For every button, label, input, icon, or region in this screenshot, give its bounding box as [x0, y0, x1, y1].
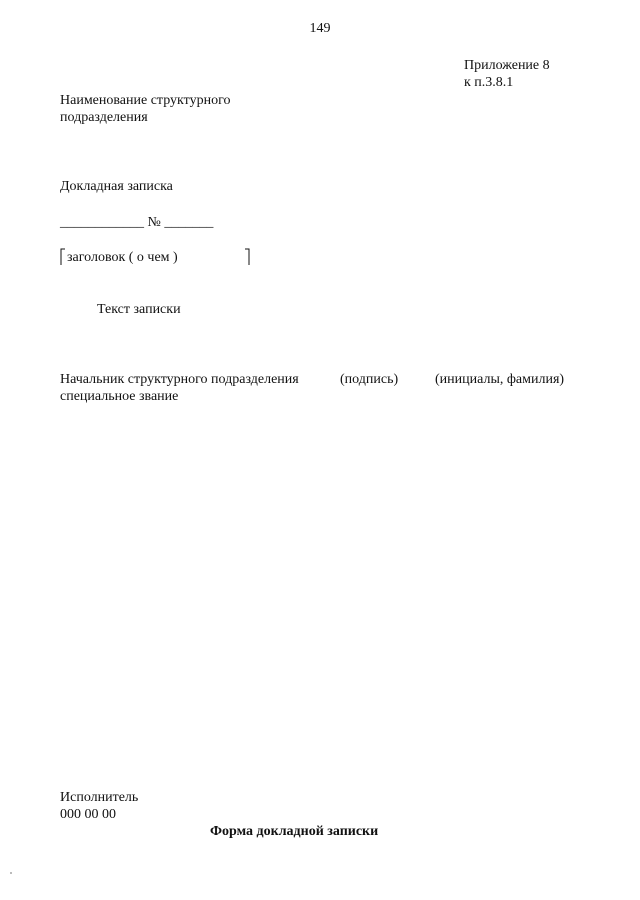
note-body-text: Текст записки: [97, 302, 181, 317]
signature-label: (подпись): [340, 372, 399, 387]
signature-block: [60, 371, 580, 407]
bracket-left-icon: [60, 248, 66, 266]
department-name: [60, 92, 230, 126]
heading-placeholder-block: [60, 248, 260, 266]
executor-label: Исполнитель: [60, 790, 139, 805]
heading-placeholder: заголовок ( о чем ): [67, 250, 178, 265]
signer-rank: специальное звание: [60, 389, 179, 404]
registration-number-line: ____________ № _______: [60, 215, 214, 230]
appendix-clause: к п.3.8.1: [464, 75, 514, 90]
appendix-reference: [464, 57, 550, 91]
department-name-line2: подразделения: [60, 110, 148, 125]
initials-label: (инициалы, фамилия): [435, 372, 565, 387]
form-title: Форма докладной записки: [210, 824, 379, 839]
executor-phone: 000 00 00: [60, 807, 116, 822]
department-name-line1: Наименование структурного: [60, 93, 231, 108]
page-number: 149: [309, 21, 331, 36]
signer-position: Начальник структурного подразделения: [60, 372, 299, 387]
appendix-label: Приложение 8: [464, 58, 550, 73]
document-type: Докладная записка: [60, 179, 173, 194]
executor-block: [60, 789, 138, 823]
scan-speck: [10, 872, 12, 874]
bracket-right-icon: [244, 248, 250, 266]
